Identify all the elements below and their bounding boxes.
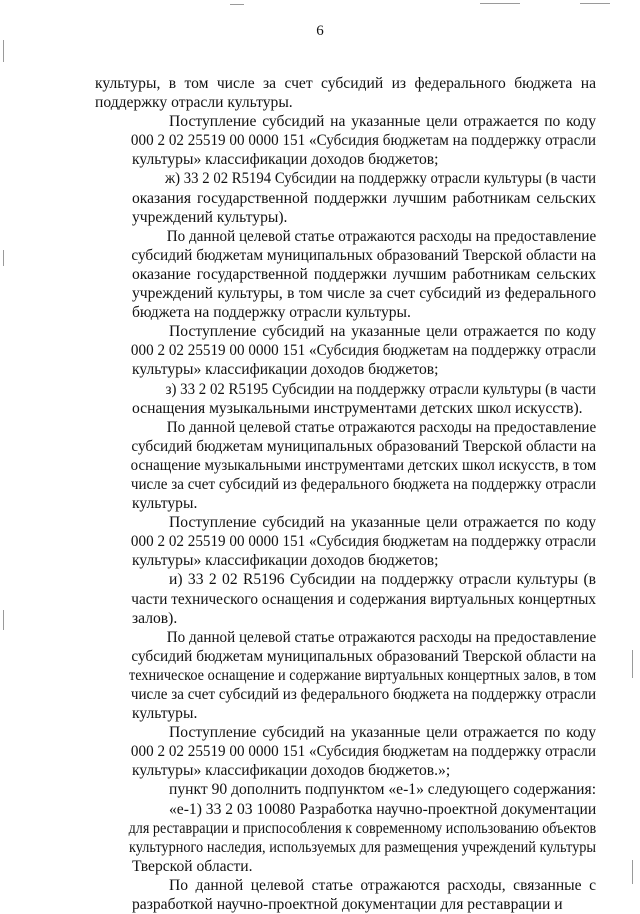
paragraph bbox=[95, 74, 596, 112]
text-line: и) 33 2 02 R5196 Субсидии на поддержку отрасли культуры (в bbox=[169, 571, 596, 589]
text-line: культуры» классификации доходов бюджетов; bbox=[132, 552, 439, 570]
text-line: По данной целевой статье отражаются расходы, связанные с bbox=[169, 876, 596, 894]
paragraph bbox=[95, 322, 596, 379]
text-line: учреждений культуры). bbox=[132, 208, 288, 226]
text-line: 000 2 02 25519 00 0000 151 «Субсидия бюджетам на поддержку отрасли bbox=[130, 132, 596, 150]
text-line: 000 2 02 25519 00 0000 151 «Субсидия бюджетам на поддержку отрасли bbox=[130, 533, 596, 551]
text-line: оказание государственной поддержки лучшим работникам сельских bbox=[132, 265, 596, 283]
text-line: бюджета на поддержку отрасли культуры. bbox=[132, 304, 411, 322]
text-line: числе за счет субсидий из федерального бюджета на поддержку отрасли bbox=[130, 475, 597, 493]
text-line: По данной целевой статье отражаются расходы на предоставление bbox=[166, 227, 597, 245]
text-line: субсидий бюджетам муниципальных образований Тверской области на bbox=[131, 437, 597, 455]
text-line: разработкой научно-проектной документации для реставрации и bbox=[132, 896, 563, 914]
text-line: «е-1) 33 2 03 10080 Разработка научно-проектной документации bbox=[169, 800, 597, 818]
text-line: культуры. bbox=[132, 495, 198, 513]
paragraph bbox=[95, 227, 596, 322]
paragraph bbox=[95, 800, 596, 876]
text-line: оказания государственной поддержки лучшим работникам сельских bbox=[132, 189, 596, 207]
scan-artifact bbox=[3, 250, 4, 266]
scan-artifact bbox=[3, 610, 4, 630]
text-line: культуры» классификации доходов бюджетов.»; bbox=[132, 762, 451, 780]
text-line: Поступление субсидий на указанные цели отражается по коду bbox=[169, 323, 596, 341]
scan-artifact bbox=[3, 40, 4, 62]
paragraph bbox=[95, 570, 596, 627]
text-line: залов). bbox=[132, 609, 178, 627]
paragraph bbox=[95, 513, 596, 570]
page-number: 6 bbox=[316, 23, 324, 39]
text-line: По данной целевой статье отражаются расходы на предоставление bbox=[166, 628, 597, 646]
text-line: Поступление субсидий на указанные цели отражается по коду bbox=[169, 113, 596, 131]
scan-artifact bbox=[230, 4, 244, 5]
text-line: 000 2 02 25519 00 0000 151 «Субсидия бюджетам на поддержку отрасли bbox=[130, 743, 596, 761]
text-line: техническое оснащение и содержание виртуальных концертных залов, в том bbox=[128, 666, 597, 684]
text-line: субсидий бюджетам муниципальных образований Тверской области на bbox=[131, 647, 597, 665]
text-line: Тверской области. bbox=[132, 857, 253, 875]
document-body bbox=[95, 74, 596, 914]
scan-artifact bbox=[632, 860, 633, 884]
paragraph bbox=[95, 780, 596, 799]
text-line: культуры, в том числе за счет субсидий из федерального бюджета на bbox=[95, 75, 596, 92]
paragraph bbox=[95, 112, 596, 169]
text-line: субсидий бюджетам муниципальных образований Тверской области на bbox=[131, 246, 597, 264]
text-line: поддержку отрасли культуры. bbox=[95, 94, 293, 112]
paragraph bbox=[95, 876, 596, 914]
text-line: культуры» классификации доходов бюджетов; bbox=[132, 151, 439, 169]
text-line: ж) 33 2 02 R5194 Субсидии на поддержку отрасли культуры (в части bbox=[164, 170, 597, 188]
text-line: учреждений культуры, в том числе за счет субсидий из федерального bbox=[132, 285, 596, 303]
text-line: для реставрации и приспособления к современному использованию объектов bbox=[128, 819, 597, 837]
text-line: Поступление субсидий на указанные цели отражается по коду bbox=[169, 724, 596, 742]
scan-artifact bbox=[480, 3, 520, 4]
text-line: 000 2 02 25519 00 0000 151 «Субсидия бюджетам на поддержку отрасли bbox=[130, 342, 596, 360]
paragraph bbox=[95, 418, 596, 513]
paragraph bbox=[95, 380, 596, 418]
paragraph bbox=[95, 628, 596, 723]
text-line: оснащения музыкальными инструментами детских школ искусств). bbox=[132, 399, 583, 417]
text-line: числе за счет субсидий из федерального бюджета на поддержку отрасли bbox=[130, 686, 597, 703]
text-line: з) 33 2 02 R5195 Субсидии на поддержку отрасли культуры (в части bbox=[165, 380, 597, 398]
text-line: пункт 90 дополнить подпунктом «е-1» следующего содержания: bbox=[169, 781, 597, 799]
paragraph bbox=[95, 169, 596, 226]
paragraph bbox=[95, 723, 596, 780]
text-line: части технического оснащения и содержания виртуальных концертных bbox=[131, 590, 596, 608]
scan-artifact bbox=[580, 3, 610, 4]
text-line: оснащение музыкальными инструментами детских школ искусств, в том bbox=[130, 456, 597, 474]
text-line: культуры» классификации доходов бюджетов; bbox=[132, 361, 439, 379]
text-line: культурного наследия, используемых для размещения учреждений культуры bbox=[128, 838, 596, 856]
text-line: Поступление субсидий на указанные цели отражается по коду bbox=[169, 514, 596, 532]
text-line: По данной целевой статье отражаются расходы на предоставление bbox=[166, 418, 597, 436]
scan-artifact bbox=[632, 650, 633, 678]
text-line: культуры. bbox=[132, 705, 198, 723]
